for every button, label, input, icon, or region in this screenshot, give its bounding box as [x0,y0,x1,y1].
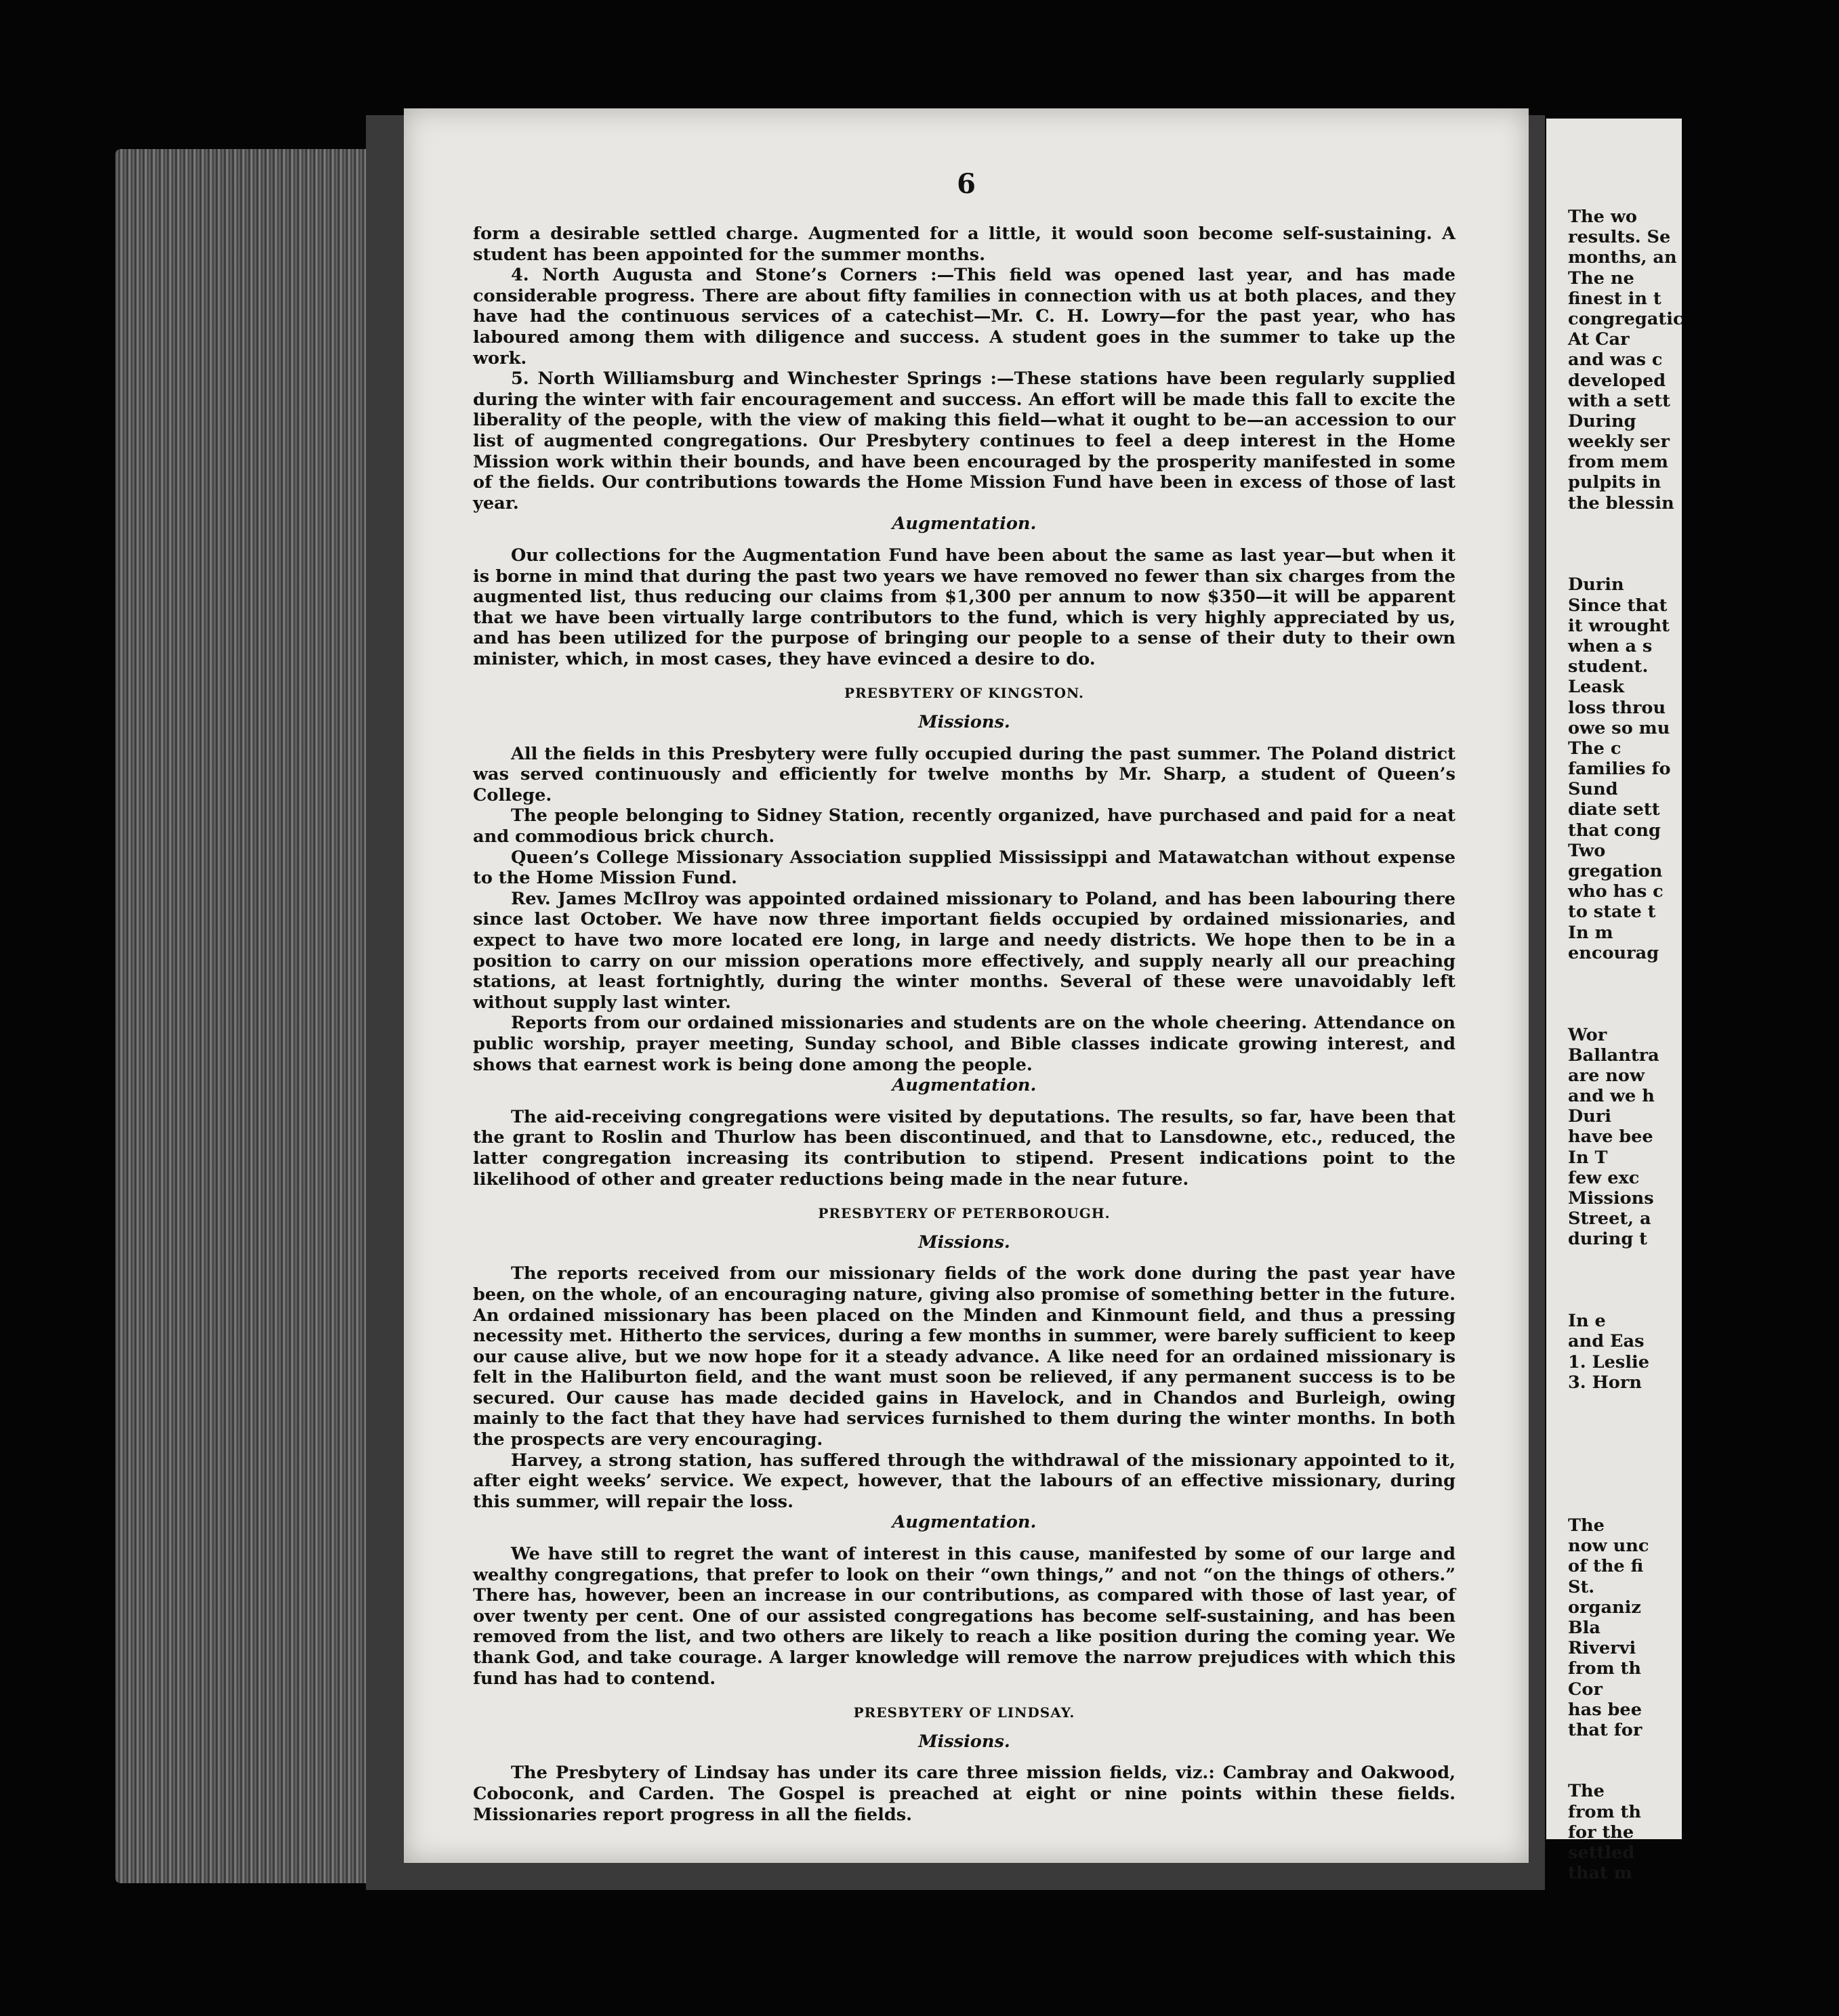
right-page-line [1568,1250,1839,1270]
right-page-line: Rivervi [1568,1638,1636,1659]
subheading-augmentation: Augmentation. [892,1512,1037,1533]
right-page-line: The ne [1568,268,1634,289]
right-page-line: In e [1568,1311,1606,1332]
right-page-line: has bee [1568,1699,1642,1720]
paragraph: The people belonging to Sidney Station, recently organized, have purchased and paid for a neat and commodious brick church. [473,805,1455,847]
right-page-text [1568,207,1839,1883]
subheading-augmentation: Augmentation. [892,513,1037,534]
paragraph: Rev. James McIlroy was appointed ordained missionary to Poland, and has been labouring there since last October. We have now three important fields occupied by ordained missionaries, and expect to have two more located ere long, in large and needy districts. We hope then to be in a position to carry on our mission operations more effectively, and supply nearly all our preaching stations, at least fortnightly, during the winter months. Several of these were unavoidably left without supply last winter. [473,888,1455,1013]
right-page-line [1568,1740,1839,1761]
right-page-line: of the fi [1568,1556,1644,1577]
paragraph: The aid-receiving congregations were visited by deputations. The results, so far, have been that the grant to Roslin and Thurlow has been discontinued, and that to Lansdowne, etc., reduced, the latter congregation increasing its contribution to stipend. Present indications point to the likelihood of other and greater reductions being made in the near future. [473,1106,1455,1190]
right-page-line: the blessin [1568,492,1674,513]
right-page-line [1568,513,1839,534]
right-page-line: diate sett [1568,799,1660,820]
right-page-line [1568,963,1839,984]
right-page-line: that for [1568,1719,1642,1740]
paragraph: 4. North Augusta and Stone’s Corners :—This field was opened last year, and has made considerable progress. There are about fifty families in connection with us at both places, and they have had the continuous services of a catechist—Mr. C. H. Lowry—for the past year, who has laboured among them with diligence and success. A student goes in the summer to take up the work. [473,265,1455,369]
right-page-line: now unc [1568,1536,1649,1557]
right-page-line: and was c [1568,350,1663,371]
right-page-line: student. [1568,656,1649,677]
right-page-line [1568,1761,1839,1781]
right-page-line [1568,1454,1839,1474]
right-page-line: that m [1568,1863,1632,1884]
right-page-line: 1. Leslie [1568,1351,1650,1372]
right-page-line: gregation [1568,861,1663,881]
right-page-line: from mem [1568,452,1669,473]
right-page-line: settled [1568,1843,1635,1863]
right-page-line: results. Se [1568,227,1671,248]
right-page-line: encourag [1568,942,1659,963]
right-page-line: Since that [1568,595,1668,616]
right-page-line [1568,984,1839,1004]
right-page-line: when a s [1568,635,1653,656]
right-page-line [1568,1393,1839,1413]
right-page-line: Cor [1568,1679,1603,1700]
right-page-line [1568,1475,1839,1495]
right-page-line: developed [1568,370,1666,391]
right-page-line: At Car [1568,329,1630,350]
paragraph: We have still to regret the want of interest in this cause, manifested by some of our large and wealthy congregations, that prefer to look on their “own things,” and not “on the things of others.” There has, however, been an increase in our contributions, as compared with those of last year, of over twenty per cent. One of our assisted congregations has become self-sustaining, and has been removed from the list, and two others are likely to reach a like position during the coming year. We thank God, and take courage. A larger knowledge will remove the narrow prejudices with which this fund has had to contend. [473,1544,1455,1689]
right-page-line: The c [1568,738,1621,759]
paragraph: The reports received from our missionary fields of the work done during the past year have been, on the whole, of an encouraging nature, giving also promise of something better in the future. An ordained missionary has been placed on the Minden and Kinmount field, and thus a pressing necessity met. Hitherto the services, during a few months in summer, were barely sufficient to keep our cause alive, but we now hope for it a steady advance. A like need for an ordained missionary is felt in the Haliburton field, and the want must soon be relieved, if any permanent success is to be secured. Our cause has made decided gains in Havelock, and in Chandos and Burleigh, owing mainly to the fact that they have had services furnished to them during the winter months. In both the prospects are very encouraging. [473,1263,1455,1450]
right-page-line: Two [1568,840,1606,861]
right-page-line: loss throu [1568,697,1666,718]
right-page-line: 3. Horn [1568,1372,1642,1393]
right-page-line [1568,1433,1839,1454]
right-page-line [1568,1270,1839,1290]
right-page-line: from th [1568,1801,1641,1822]
right-page-line: who has c [1568,881,1664,902]
right-page-line: Wor [1568,1024,1607,1045]
right-page-line: St. [1568,1576,1595,1597]
right-page-line [1568,1290,1839,1311]
right-page-line: Ballantra [1568,1045,1659,1066]
right-page-line: organiz [1568,1597,1641,1618]
right-page-line: Durin [1568,574,1624,595]
subheading-missions: Missions. [918,1731,1010,1752]
right-page-line: Bla [1568,1617,1600,1638]
right-page-line: pulpits in [1568,472,1661,493]
subheading-missions: Missions. [918,712,1010,733]
right-page-line: families fo [1568,759,1671,780]
subheading-augmentation: Augmentation. [892,1075,1037,1096]
right-page-line: Street, a [1568,1209,1651,1230]
paragraph: Reports from our ordained missionaries and students are on the whole cheering. Attendance on public worship, prayer meeting, Sunday school, and Bible classes indicate growing interest, and shows that earnest work is being done among the people. [473,1013,1455,1075]
right-page-line: and we h [1568,1086,1655,1107]
section-heading-peterborough: PRESBYTERY OF PETERBOROUGH. [818,1205,1111,1222]
subheading-missions: Missions. [918,1232,1010,1253]
right-page-line [1568,554,1839,574]
page-number: 6 [957,168,976,200]
right-page-line: for the [1568,1822,1634,1843]
paragraph: Harvey, a strong station, has suffered through the withdrawal of the missionary appointed to it, after eight weeks’ service. We expect, however, that the labours of an effective missionary, during this summer, will repair the loss. [473,1450,1455,1512]
right-page-line: finest in t [1568,288,1661,309]
text-column [473,224,1455,1825]
right-page-line: to state t [1568,902,1656,923]
right-page-line: The [1568,1515,1605,1536]
right-page-line: In T [1568,1147,1608,1168]
right-page-line: it wrought [1568,615,1670,636]
left-page [404,108,1529,1863]
right-page-line: few exc [1568,1167,1640,1188]
right-page-line: months, an [1568,247,1677,268]
paragraph: All the fields in this Presbytery were fully occupied during the past summer. The Poland district was served continuously and efficiently for twelve months by Mr. Sharp, a student of Queen’s College. [473,743,1455,805]
paragraph: Our collections for the Augmentation Fund have been about the same as last year—but when it is borne in mind that during the past two years we have removed no fewer than six charges from the augmented list, thus reducing our claims from $1,300 per annum to now $350—it will be apparent that we have been virtually large contributors to the fund, which is very highly appreciated by us, and has been utilized for the purpose of bringing our people to a sense of their duty to their own minister, which, in most cases, they have evinced a desire to do. [473,545,1455,669]
paragraph: 5. North Williamsburg and Winchester Springs :—These stations have been regularly supplied during the winter with fair encouragement and success. An effort will be made this fall to excite the liberality of the people, with the view of making this field—what it ought to be—an accession to our list of augmented congregations. Our Presbytery continues to feel a deep interest in the Home Mission work within their bounds, and have been encouraged by the prosperity manifested in some of the fields. Our contributions towards the Home Mission Fund have been in excess of those of last year. [473,369,1455,513]
right-page-line: weekly ser [1568,432,1670,453]
section-heading-lindsay: PRESBYTERY OF LINDSAY. [853,1704,1075,1721]
right-page-line: owe so mu [1568,717,1670,738]
right-page-line: have bee [1568,1127,1653,1148]
right-page-line: The [1568,1781,1605,1802]
right-page-line: from th [1568,1658,1641,1679]
right-page-line: Duri [1568,1106,1612,1127]
right-page-line: with a sett [1568,390,1670,411]
right-page-line: Leask [1568,677,1625,698]
right-page-line: In m [1568,922,1613,943]
right-page-line [1568,534,1839,554]
right-page-line: Sund [1568,779,1618,800]
right-page-line [1568,1004,1839,1024]
paragraph: Queen’s College Missionary Association supplied Mississippi and Matawatchan without expense to the Home Mission Fund. [473,847,1455,889]
right-page-line: that cong [1568,820,1661,841]
paragraph: The Presbytery of Lindsay has under its care three mission fields, viz.: Cambray and Oakwood, Coboconk, and Carden. The Gospel is preached at eight or nine points within these fields. Missionaries report progress in all the fields. [473,1763,1455,1825]
right-page-line: during t [1568,1229,1647,1250]
right-page-line: During [1568,411,1636,432]
right-page-line: congregatic [1568,308,1684,329]
right-page-line [1568,1495,1839,1515]
right-page-line: are now [1568,1065,1645,1086]
right-page-line: The wo [1568,207,1637,227]
section-heading-kingston: PRESBYTERY OF KINGSTON. [844,685,1084,702]
right-page-line: and Eas [1568,1331,1645,1352]
right-page-fragment [1546,119,1684,1884]
right-page-line: Missions [1568,1188,1654,1209]
paragraph: form a desirable settled charge. Augmented for a little, it would soon become self-sustaining. A student has been appointed for the summer months. [473,224,1455,265]
right-page-line [1568,1413,1839,1433]
